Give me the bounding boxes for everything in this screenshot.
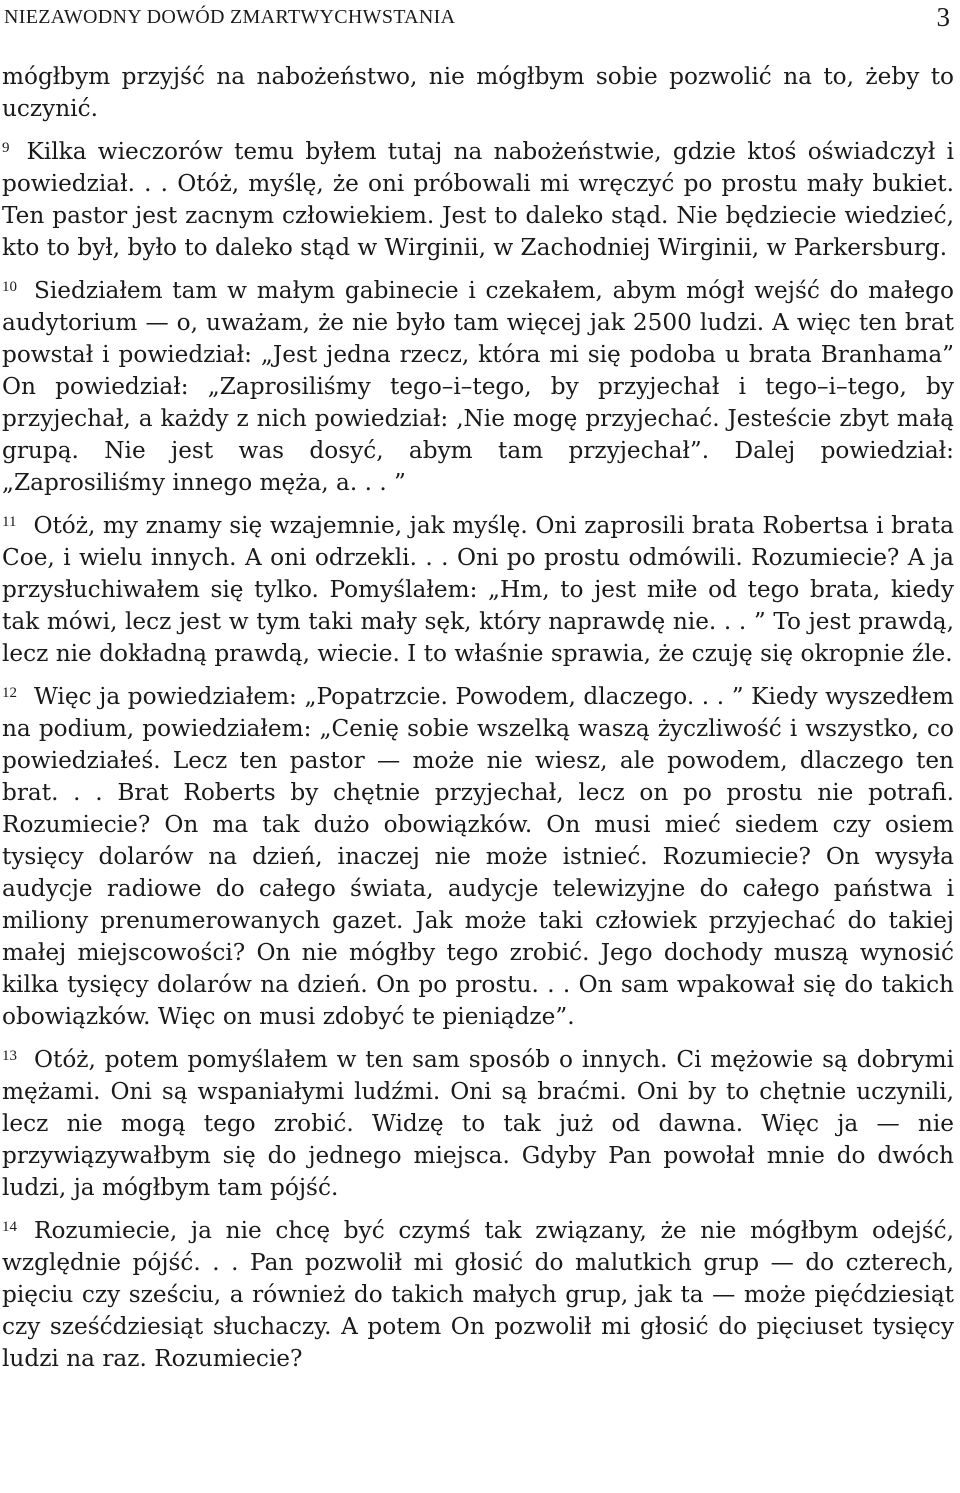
running-title: NIEZAWODNY DOWÓD ZMARTWYCHWSTANIA — [4, 6, 456, 28]
paragraph-10 — [2, 271, 954, 499]
paragraph-text: Siedziałem tam w małym gabinecie i czekałem, abym mógł wejść do małego audytorium — o, uważam, że nie było tam więcej jak 2500 ludzi. A więc ten brat powstał i powiedział: „Jest jedna rzecz, która mi się podoba u brata Branhama” On powiedział: „Zaprosiliśmy tego–i–tego, by przyjechał i tego–i–tego, by przyjechał, a każdy z nich powiedział: ‚Nie mogę przyjechać. Jesteście zbyt małą grupą. Nie jest was dosyć, abym tam przyjechał”. Dalej powiedział: „Zaprosiliśmy innego męża, a. . . ” — [2, 277, 954, 496]
paragraph-12 — [2, 677, 954, 1033]
paragraph-text: Otóż, potem pomyślałem w ten sam sposób o innych. Ci mężowie są dobrymi mężami. Oni są wspaniałymi ludźmi. Oni są braćmi. Oni by to chętnie uczynili, lecz nie mogą tego zrobić. Widzę to tak już od dawna. Więc ja — nie przywiązywałbym się do jednego miejsca. Gdyby Pan powołał mnie do dwóch ludzi, ja mógłbym tam pójść. — [2, 1046, 954, 1201]
page-number: 3 — [936, 2, 950, 32]
paragraph-text: Otóż, my znamy się wzajemnie, jak myślę. Oni zaprosili brata Robertsa i brata Coe, i wielu innych. A oni odrzekli. . . Oni po prostu odmówili. Rozumiecie? A ja przysłuchiwałem się tylko. Pomyślałem: „Hm, to jest miłe od tego brata, kiedy tak mówi, lecz jest w tym taki mały sęk, który naprawdę nie. . . ” To jest prawdą, lecz nie dokładną prawdą, wiecie. I to właśnie sprawia, że czuję się okropnie źle. — [2, 512, 954, 667]
paragraph-text: Więc ja powiedziałem: „Popatrzcie. Powodem, dlaczego. . . ” Kiedy wyszedłem na podium, powiedziałem: „Cenię sobie wszelką waszą życzliwość i wszystko, co powiedziałeś. Lecz ten pastor — może nie wiesz, ale powodem, dlaczego ten brat. . . Brat Roberts by chętnie przyjechał, lecz on po prostu nie potrafi. Rozumiecie? On ma tak dużo obowiązków. On musi mieć siedem czy osiem tysięcy dolarów na dzień, inaczej nie może istnieć. Rozumiecie? On wysyła audycje radiowe do całego świata, audycje telewizyjne do całego państwa i miliony prenumerowanych gazet. Jak może taki człowiek przyjechać do takiej małej miejscowości? On nie mógłby tego zrobić. Jego dochody muszą wynosić kilka tysięcy dolarów na dzień. On po prostu. . . On sam wpakował się do takich obowiązków. Więc on musi zdobyć te pieniądze”. — [2, 683, 954, 1030]
paragraph-number: 12 — [2, 685, 17, 701]
paragraph-number: 13 — [2, 1048, 17, 1064]
paragraph-14 — [2, 1211, 954, 1375]
paragraph-11 — [2, 506, 954, 670]
paragraph-text: Kilka wieczorów temu byłem tutaj na nabożeństwie, gdzie ktoś oświadczył i powiedział. . . Otóż, myślę, że oni próbowali mi wręczyć po prostu mały bukiet. Ten pastor jest zacnym człowiekiem. Jest to daleko stąd. Nie będziecie wiedzieć, kto to był, było to daleko stąd w Wirginii, w Zachodniej Wirginii, w Parkersburg. — [2, 138, 954, 261]
paragraph-13 — [2, 1040, 954, 1204]
running-header — [2, 0, 954, 40]
document-body — [2, 61, 954, 1375]
paragraph-number: 11 — [2, 514, 17, 530]
paragraph-text: mógłbym przyjść na nabożeństwo, nie mógłbym sobie pozwolić na to, żeby to uczynić. — [2, 63, 954, 122]
paragraph-continuation — [2, 61, 954, 125]
paragraph-number: 9 — [2, 140, 10, 156]
paragraph-9 — [2, 132, 954, 264]
paragraph-text: Rozumiecie, ja nie chcę być czymś tak związany, że nie mógłbym odejść, względnie pójść. . . Pan pozwolił mi głosić do malutkich grup — do czterech, pięciu czy sześciu, a również do takich małych grup, jak ta — może pięćdziesiąt czy sześćdziesiąt słuchaczy. A potem On pozwolił mi głosić do pięciuset tysięcy ludzi na raz. Rozumiecie? — [2, 1217, 954, 1372]
paragraph-number: 10 — [2, 279, 17, 295]
paragraph-number: 14 — [2, 1219, 17, 1235]
